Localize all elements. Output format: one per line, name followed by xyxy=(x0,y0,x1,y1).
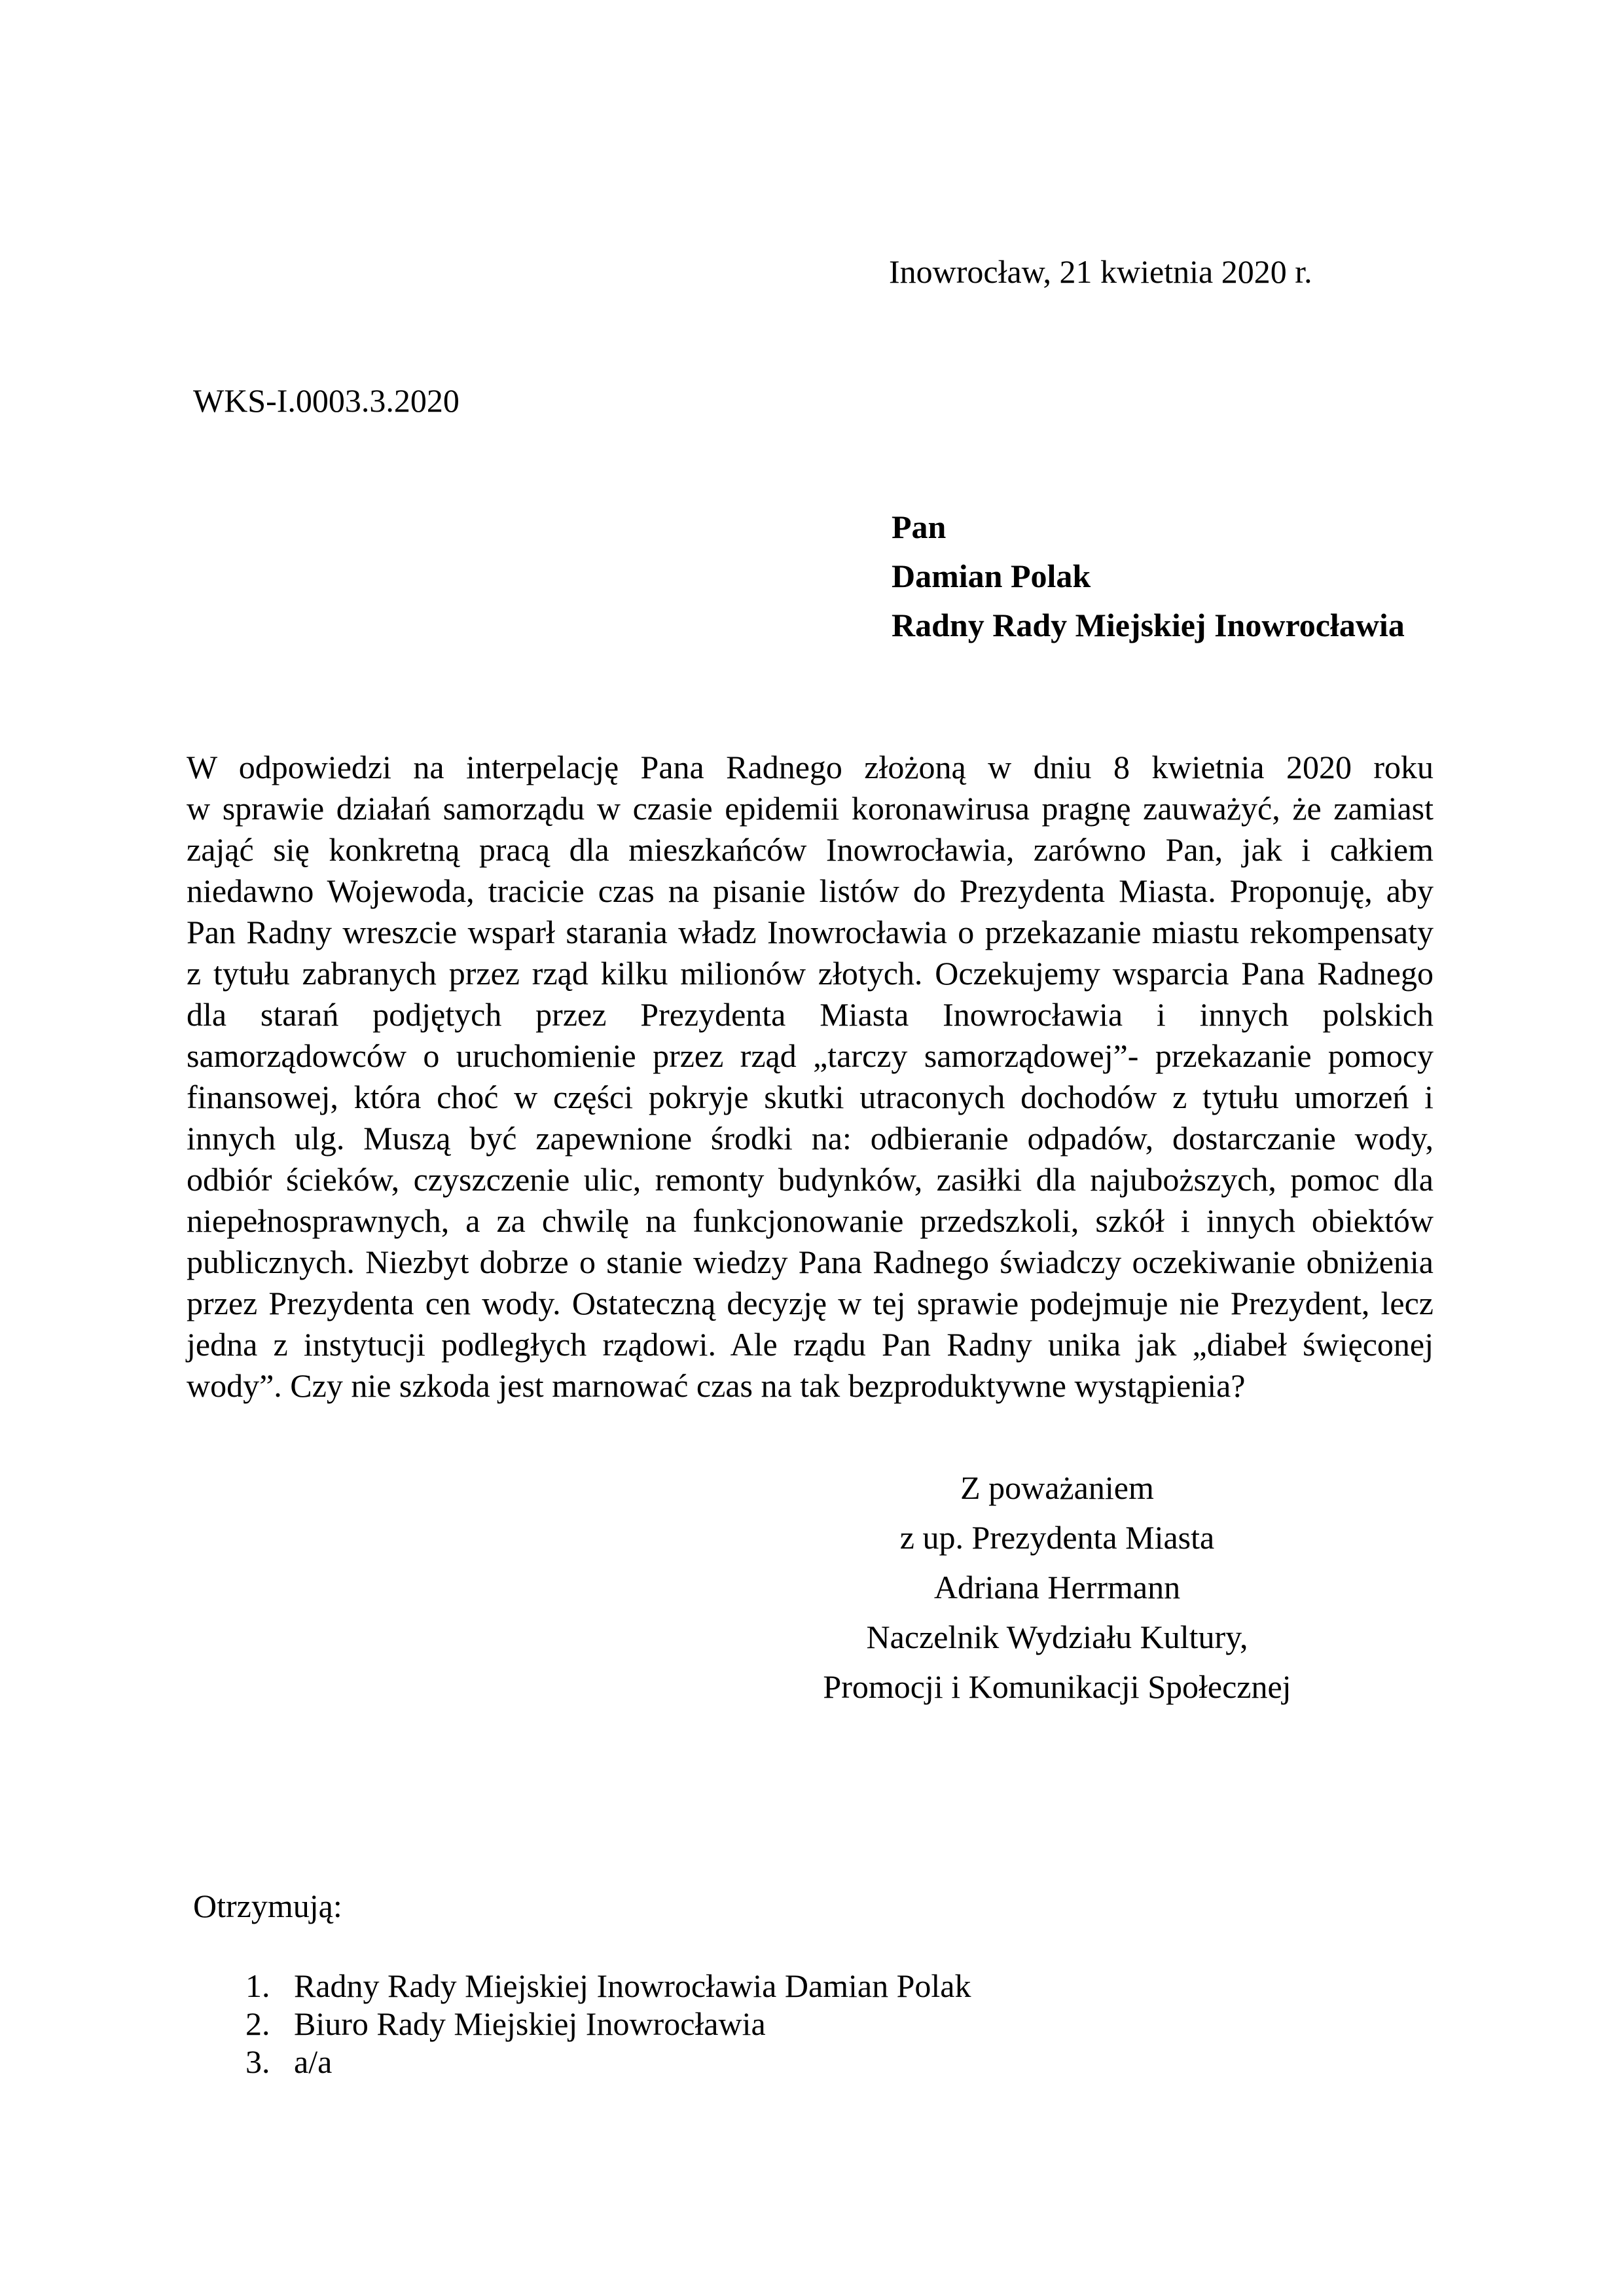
body-line: w sprawie działań samorządu w czasie epidemii koronawirusa pragnę zauważyć, że zamiast xyxy=(187,790,1434,827)
reference-number: WKS-I.0003.3.2020 xyxy=(193,382,460,419)
body-line: niedawno Wojewoda, tracicie czas na pisanie listów do Prezydenta Miasta. Proponuję, aby xyxy=(187,872,1434,909)
body-line: dla starań podjętych przez Prezydenta Miasta Inowrocławia i innych polskich xyxy=(187,996,1434,1033)
list-item xyxy=(245,1967,971,2005)
body-line: przez Prezydenta cen wody. Ostateczną decyzję w tej sprawie podejmuje nie Prezydent, lecz xyxy=(187,1285,1434,1321)
date-line: Inowrocław, 21 kwietnia 2020 r. xyxy=(889,253,1312,290)
signature-line: Naczelnik Wydziału Kultury, xyxy=(866,1619,1248,1655)
distribution-list xyxy=(245,1967,971,2081)
recipient-block xyxy=(892,503,1405,650)
body-line: wody”. Czy nie szkoda jest marnować czas na tak bezproduktywne wystąpienia? xyxy=(187,1367,1246,1404)
recipient-title: Radny Rady Miejskiej Inowrocławia xyxy=(892,607,1405,643)
body-line: samorządowców o uruchomienie przez rząd „tarczy samorządowej”- przekazanie pomocy xyxy=(187,1037,1434,1074)
body-paragraph xyxy=(187,747,1434,1407)
body-line: zająć się konkretną pracą dla mieszkańców Inowrocławia, zarówno Pan, jak i całkiem xyxy=(187,831,1434,868)
body-line: finansowej, która choć w części pokryje skutki utraconych dochodów z tytułu umorzeń i xyxy=(187,1079,1434,1115)
list-item-number: 3. xyxy=(245,2043,270,2080)
signature-line: Z poważaniem xyxy=(960,1469,1154,1506)
list-item-number: 1. xyxy=(245,1967,270,2004)
body-line: odbiór ścieków, czyszczenie ulic, remonty budynków, zasiłki dla najuboższych, pomoc dla xyxy=(187,1161,1434,1198)
body-line: publicznych. Niezbyt dobrze o stanie wiedzy Pana Radnego świadczy oczekiwanie obniżenia xyxy=(187,1244,1434,1280)
signature-line: Promocji i Komunikacji Społecznej xyxy=(823,1668,1291,1705)
list-item-text: a/a xyxy=(294,2043,333,2080)
list-item xyxy=(245,2043,971,2081)
recipient-name: Damian Polak xyxy=(892,558,1091,594)
body-line: niepełnosprawnych, a za chwilę na funkcjonowanie przedszkoli, szkół i innych obiektów xyxy=(187,1202,1434,1239)
body-line: z tytułu zabranych przez rząd kilku milionów złotych. Oczekujemy wsparcia Pana Radnego xyxy=(187,955,1434,992)
recipient-salutation: Pan xyxy=(892,509,947,545)
list-item-number: 2. xyxy=(245,2005,270,2042)
signature-line: z up. Prezydenta Miasta xyxy=(899,1519,1215,1556)
body-line: Pan Radny wreszcie wsparł starania władz Inowrocławia o przekazanie miastu rekompensaty xyxy=(187,914,1434,950)
body-line: W odpowiedzi na interpelację Pana Radnego złożoną w dniu 8 kwietnia 2020 roku xyxy=(187,749,1434,785)
body-line: jedna z instytucji podległych rządowi. Ale rządu Pan Radny unika jak „diabeł święconej xyxy=(187,1326,1434,1363)
distribution-heading: Otrzymują: xyxy=(193,1888,342,1924)
body-line: innych ulg. Muszą być zapewnione środki na: odbieranie odpadów, dostarczanie wody, xyxy=(187,1120,1434,1157)
list-item-text: Radny Rady Miejskiej Inowrocławia Damian Polak xyxy=(294,1967,971,2004)
list-item-text: Biuro Rady Miejskiej Inowrocławia xyxy=(294,2005,766,2042)
list-item xyxy=(245,2005,971,2043)
signature-line: Adriana Herrmann xyxy=(933,1569,1181,1605)
signature-block xyxy=(645,1463,1470,1712)
